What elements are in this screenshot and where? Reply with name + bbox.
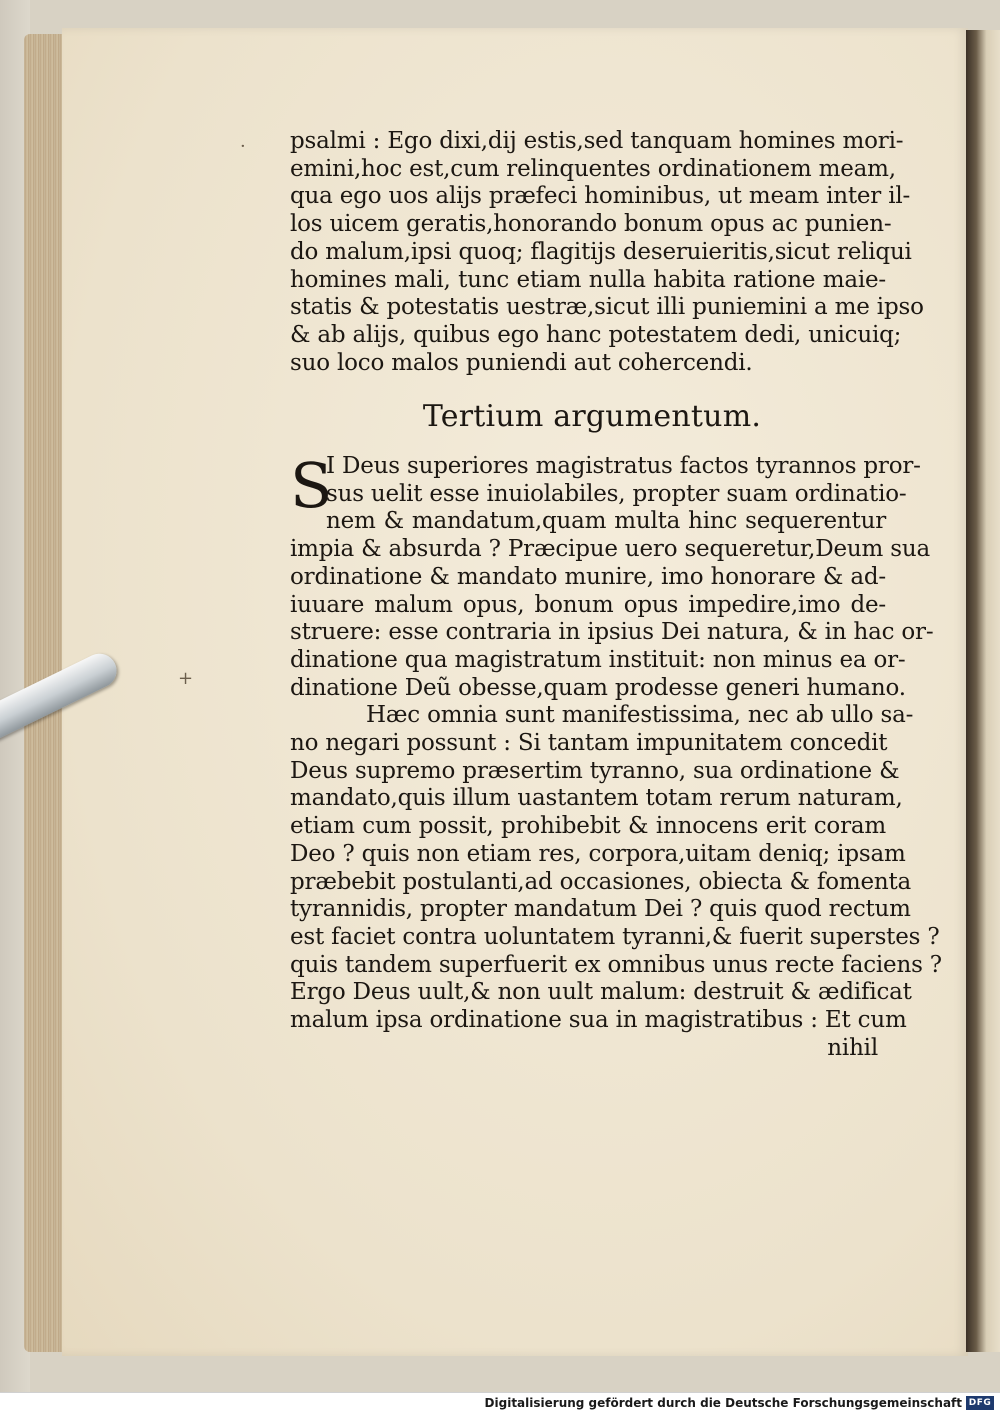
text-line: malum ipsa ordinatione sua in magistratibus : Et cum xyxy=(290,1007,907,1034)
text-line: nem & mandatum,quam multa hinc sequerentur xyxy=(326,508,886,535)
text-line: iuuare malum opus, bonum opus impedire,imo de- xyxy=(290,591,886,618)
text-line: ordinatione & mandato munire, imo honorare & ad- xyxy=(290,563,886,590)
paragraph-2 xyxy=(290,702,942,1034)
text-line: Ergo Deus uult,& non uult malum: destruit & ædificat xyxy=(290,979,912,1006)
text-line: sus uelit esse inuiolabiles, propter suam ordinatio- xyxy=(326,480,907,507)
dfg-logo-icon: DFG xyxy=(966,1396,994,1410)
facing-page-edge xyxy=(966,30,1000,1352)
text-line: mandato,quis illum uastantem totam rerum naturam, xyxy=(290,785,903,812)
margin-plus-mark: + xyxy=(178,668,194,689)
text-line: emini,hoc est,cum relinquentes ordinationem meam, xyxy=(290,155,896,182)
text-line: quis tandem superfuerit ex omnibus unus recte faciens ? xyxy=(290,951,942,978)
text-line: tyrannidis, propter mandatum Dei ? quis quod rectum xyxy=(290,896,911,923)
text-line: I Deus superiores magistratus factos tyrannos pror- xyxy=(326,453,921,480)
section-heading: Tertium argumentum. xyxy=(422,399,762,435)
page-text xyxy=(290,128,942,1063)
text-line: præbebit postulanti,ad occasiones, obiecta & fomenta xyxy=(290,868,912,895)
top-paragraph xyxy=(290,128,924,377)
text-line: & ab alijs, quibus ego hanc potestatem dedi, unicuiq; xyxy=(290,321,902,348)
text-line: impia & absurda ? Præcipue uero sequeretur,Deum sua xyxy=(290,536,930,563)
text-line: los uicem geratis,honorando bonum opus ac punien- xyxy=(290,211,892,238)
text-line: statis & potestatis uestræ,sicut illi puniemini a me ipso xyxy=(290,294,924,321)
footer-credit: Digitalisierung gefördert durch die Deutsche Forschungsgemeinschaft xyxy=(484,1396,962,1410)
text-line: qua ego uos alijs præfeci hominibus, ut meam inter il- xyxy=(290,183,911,210)
text-line: do malum,ipsi quoq; flagitijs deseruieritis,sicut reliqui xyxy=(290,238,912,265)
text-line: no negari possunt : Si tantam impunitatem concedit xyxy=(290,730,888,757)
text-line: dinatione Deũ obesse,quam prodesse generi humano. xyxy=(290,674,906,701)
text-line: est faciet contra uoluntatem tyranni,& fuerit superstes ? xyxy=(290,923,940,950)
text-line: Hæc omnia sunt manifestissima, nec ab ullo sa- xyxy=(366,702,914,729)
catchword: nihil xyxy=(827,1034,878,1061)
text-line: psalmi : Ego dixi,dij estis,sed tanquam homines mori- xyxy=(290,128,904,154)
text-line: suo loco malos puniendi aut cohercendi. xyxy=(290,349,753,376)
text-line: struere: esse contraria in ipsius Dei natura, & in hac or- xyxy=(290,619,934,646)
text-line: homines mali, tunc etiam nulla habita ratione maie- xyxy=(290,266,886,293)
text-line: Deus supremo præsertim tyranno, sua ordinatione & xyxy=(290,757,900,784)
text-line: etiam cum possit, prohibebit & innocens erit coram xyxy=(290,813,886,840)
footer-bar xyxy=(0,1392,1000,1414)
text-line: Deo ? quis non etiam res, corpora,uitam deniq; ipsam xyxy=(290,840,906,867)
margin-dot: · xyxy=(240,136,246,157)
drop-cap: S xyxy=(290,449,333,523)
text-line: dinatione qua magistratum instituit: non minus ea or- xyxy=(290,646,906,673)
paragraph-1 xyxy=(290,449,934,702)
